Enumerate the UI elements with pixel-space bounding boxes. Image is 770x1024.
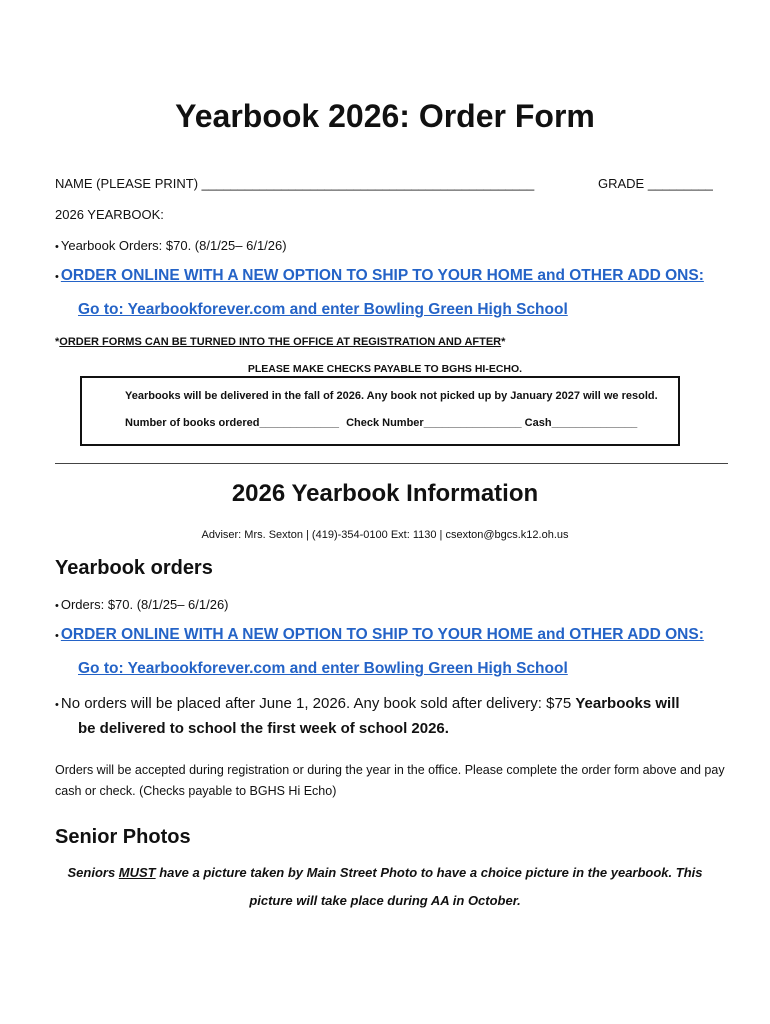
- check-number-line: ________________: [423, 417, 522, 429]
- bullet-icon: •: [55, 600, 59, 612]
- senior-photo-line1: [0, 865, 770, 880]
- cash-label: Cash: [524, 417, 552, 429]
- adviser-line: Adviser: Mrs. Sexton | (419)-354-0100 Ext: 1130 | csexton@bgcs.k12.oh.us: [201, 529, 569, 541]
- no-orders-item: [55, 695, 680, 712]
- goto-row: [78, 301, 568, 319]
- delivery-note: Yearbooks will be delivered in the fall of 2026. Any book not picked up by January 2027 will we resold.: [125, 390, 658, 402]
- page-title: Yearbook 2026: Order Form: [175, 98, 595, 134]
- bullet-icon: •: [55, 271, 59, 283]
- section-divider: [55, 463, 728, 464]
- grade-label: GRADE: [598, 176, 648, 191]
- bullet-icon: •: [55, 241, 59, 253]
- order-fields-row: [125, 417, 637, 429]
- info-title: 2026 Yearbook Information: [231, 480, 539, 507]
- orders-heading: Yearbook orders: [55, 557, 213, 579]
- no-orders-text: No orders will be placed after June 1, 2026. Any book sold after delivery: $75: [60, 695, 576, 712]
- online-order-item: [55, 267, 704, 285]
- info-orders-item: [55, 597, 229, 612]
- senior-photos-heading: Senior Photos: [55, 826, 191, 848]
- name-line: ______________________________________________: [201, 176, 535, 191]
- check-number-label: Check Number: [346, 417, 424, 429]
- grade-field-row: [598, 176, 713, 191]
- bullet-icon: •: [55, 699, 59, 711]
- cash-line: ______________: [551, 417, 638, 429]
- grade-line: _________: [647, 176, 713, 191]
- info-yearbookforever-link[interactable]: Go to: Yearbookforever.com and enter Bowling Green High School: [78, 660, 568, 677]
- name-field-row: [55, 176, 534, 191]
- order-details-box: [80, 376, 680, 446]
- section-label: 2026 YEARBOOK:: [55, 207, 164, 222]
- info-online-order-item: [55, 626, 704, 644]
- no-orders-bold-line2: be delivered to school the first week of school 2026.: [78, 720, 449, 737]
- books-ordered-label: Number of books ordered: [125, 417, 260, 429]
- bullet-icon: •: [55, 630, 59, 642]
- office-note-text: ORDER FORMS CAN BE TURNED INTO THE OFFICE AT REGISTRATION AND AFTER: [59, 336, 502, 348]
- senior-rest: have a picture taken by Main Street Photo to have a choice picture in the yearbook. This: [155, 865, 703, 880]
- online-order-link[interactable]: ORDER ONLINE WITH A NEW OPTION TO SHIP TO YOUR HOME and OTHER ADD ONS:: [60, 267, 704, 284]
- orders-text: Yearbook Orders: $70. (8/1/25– 6/1/26): [60, 238, 287, 253]
- senior-photo-line2: picture will take place during AA in October.: [249, 893, 521, 908]
- office-note-suffix: *: [501, 336, 506, 348]
- orders-list-item: [55, 238, 287, 253]
- office-note: [55, 336, 505, 348]
- senior-prefix: Seniors: [67, 865, 119, 880]
- no-orders-bold: Yearbooks will: [575, 695, 680, 712]
- checks-payable-note: PLEASE MAKE CHECKS PAYABLE TO BGHS HI-ECHO.: [247, 363, 523, 375]
- name-label: NAME (PLEASE PRINT): [55, 176, 202, 191]
- yearbookforever-link[interactable]: Go to: Yearbookforever.com and enter Bowling Green High School: [78, 301, 568, 318]
- info-goto-row: [78, 660, 568, 678]
- info-online-order-link[interactable]: ORDER ONLINE WITH A NEW OPTION TO SHIP TO YOUR HOME and OTHER ADD ONS:: [60, 626, 704, 643]
- accept-paragraph: Orders will be accepted during registration or during the year in the office. Please complete the order form above and pay cash or check. (Checks payable to BGHS Hi Echo): [55, 763, 725, 798]
- books-ordered-line: _____________: [259, 417, 339, 429]
- office-note-prefix: *: [55, 336, 60, 348]
- info-orders-text: Orders: $70. (8/1/25– 6/1/26): [60, 597, 229, 612]
- senior-must: MUST: [118, 865, 156, 880]
